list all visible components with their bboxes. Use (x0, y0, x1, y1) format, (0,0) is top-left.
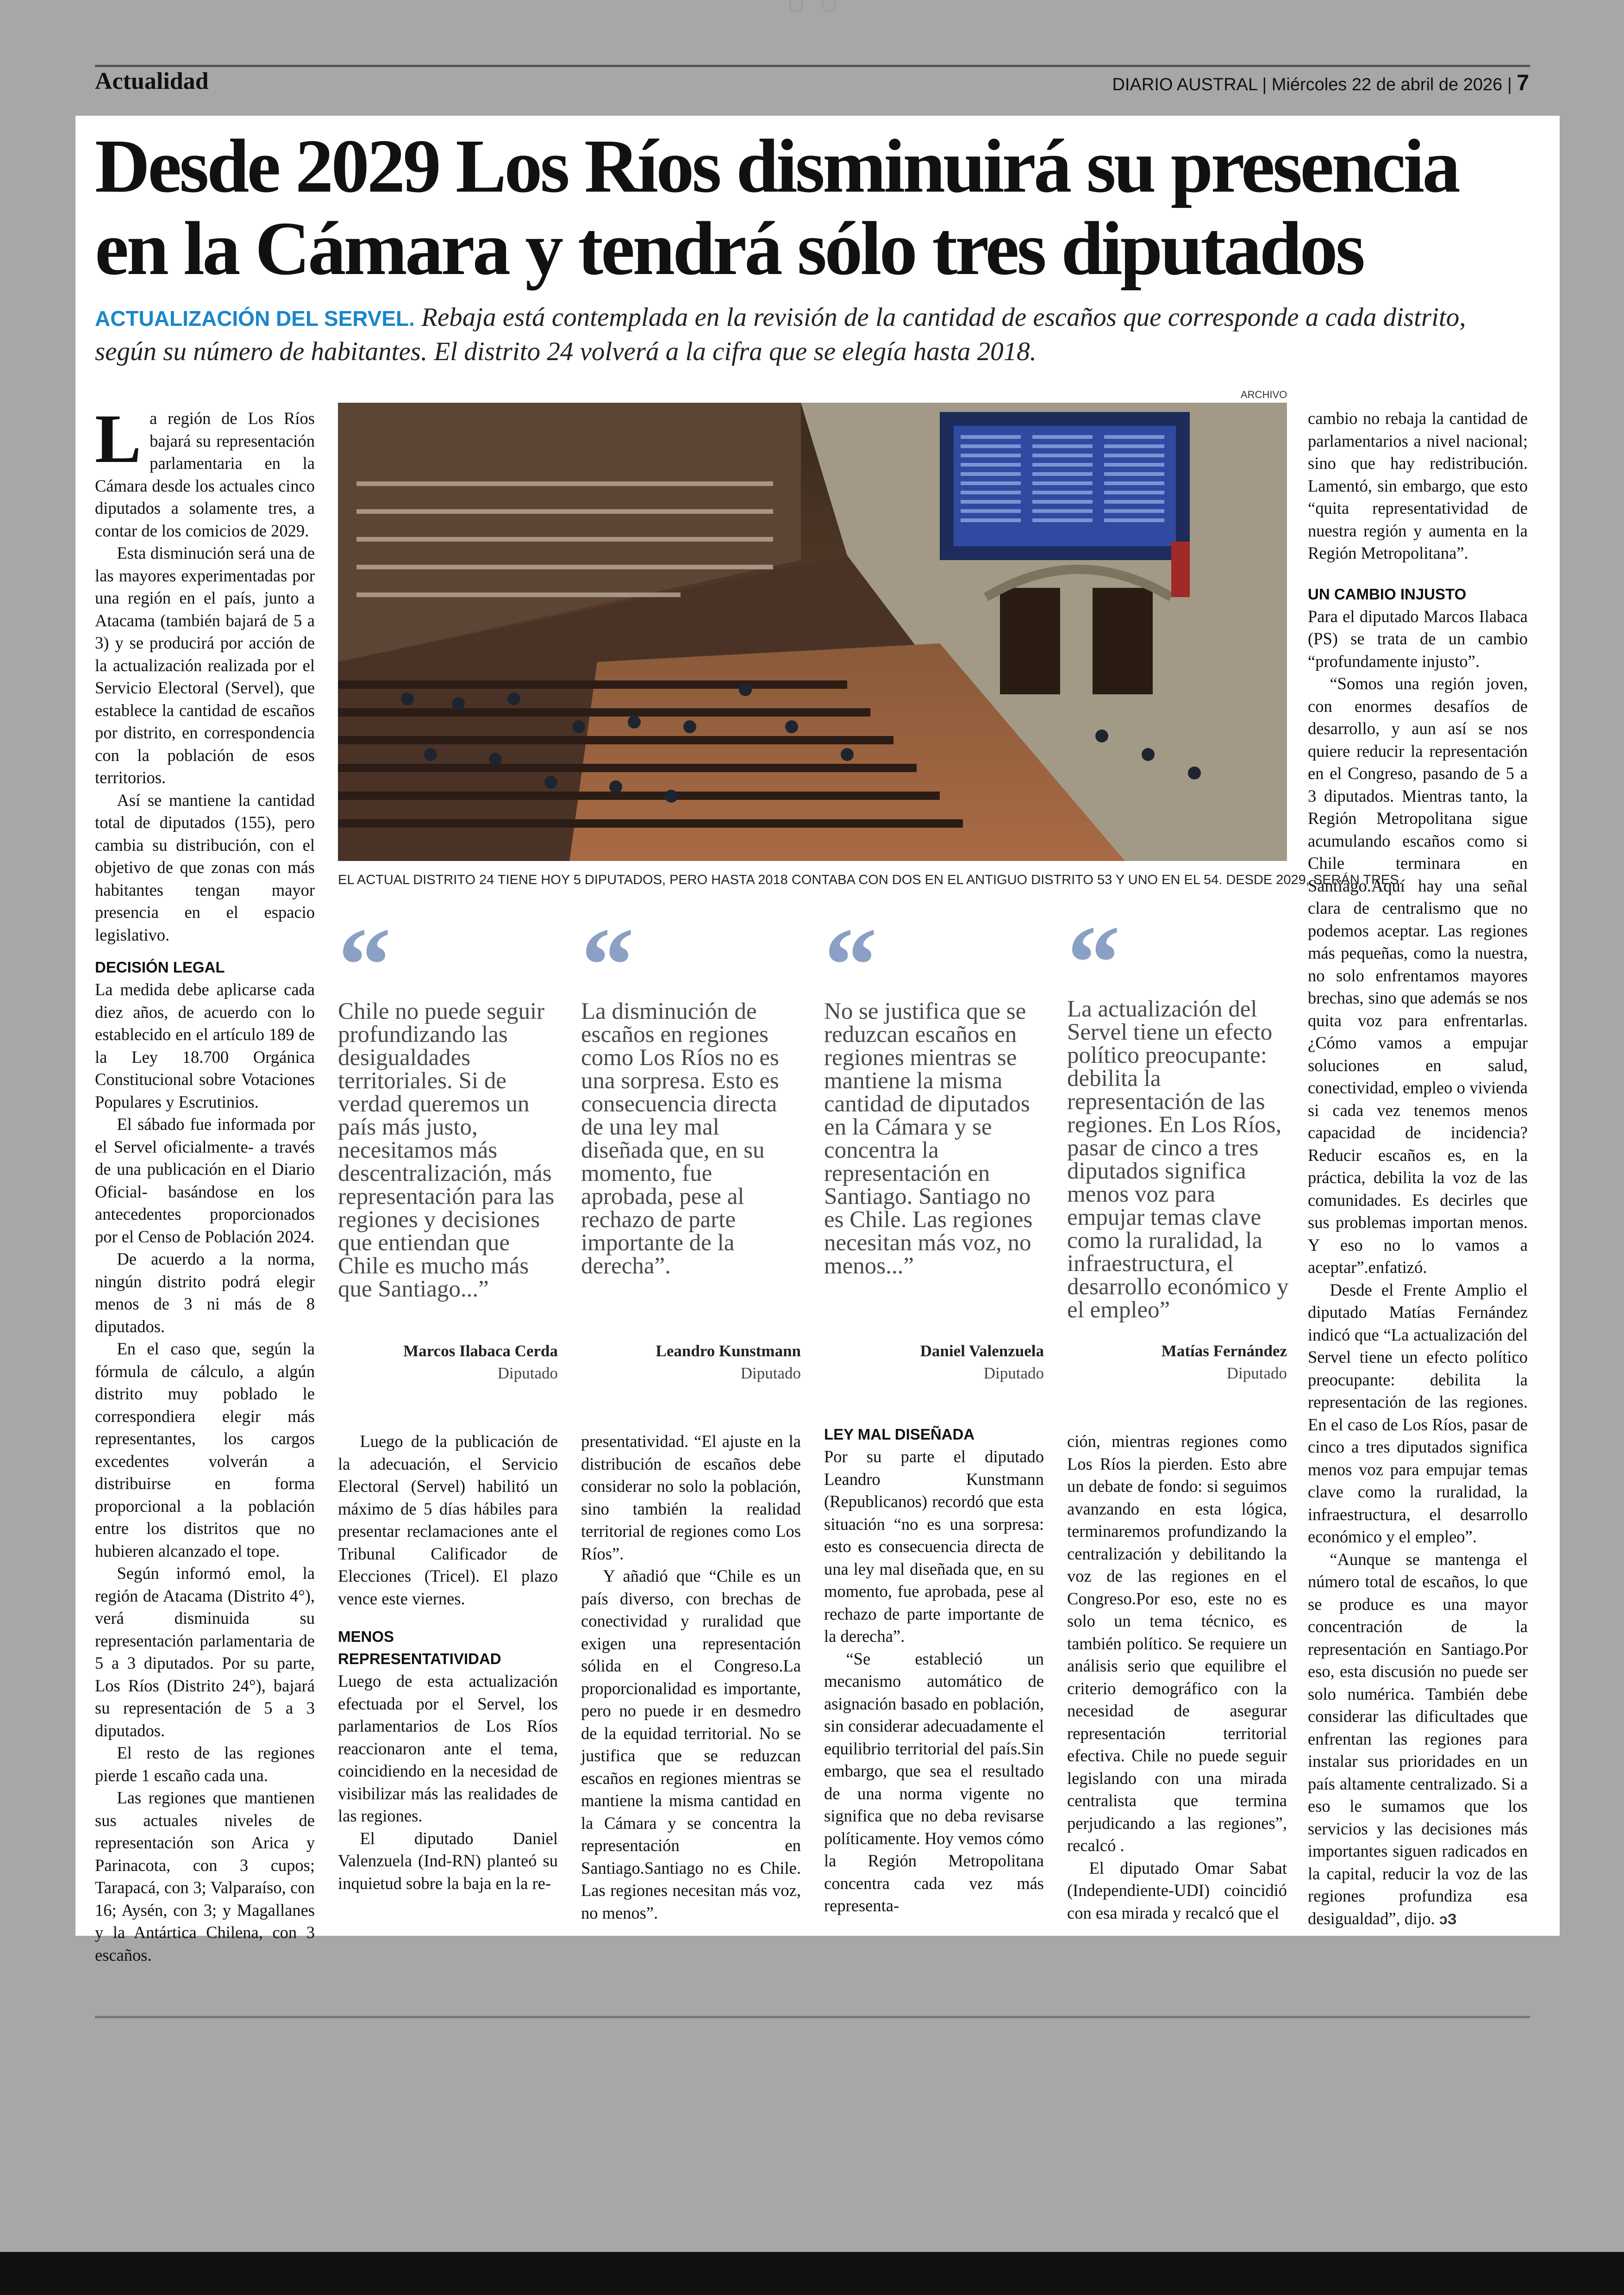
section-label: Actualidad (95, 68, 209, 94)
paragraph: Luego de la publicación de la adecuación, el Servicio Electoral (Servel) habilitó un máximo de 5 días hábiles para presentar reclamaciones ante el Tribunal Calificador de Elecciones (Tricel). El plazo vence este viernes. (338, 1432, 558, 1608)
pull-quote-2 (581, 906, 803, 1279)
quote-text: La disminución de escaños en regiones como Los Ríos no es una sorpresa. Esto es consecuencia directa de una ley mal diseñada que, en su momento, fue aprobada, pese al rechazo de parte importante de la derecha”. (581, 998, 779, 1279)
paragraph: ción, mientras regiones como Los Ríos la pierden. Esto abre un debate de fondo: si seguimos avanzando en esta lógica, terminaremos profundizando la centralización y debilitando la voz de las regiones en el Congreso.Por eso, este no es solo un tema técnico, es también político. Se requiere un análisis serio que equilibre el criterio demográfico con la necesidad de asegurar representación territorial efectiva. Chile no puede seguir legislando con una mirada centralista que termina perjudicando a las regiones”, recalcó . (1067, 1432, 1287, 1855)
photo-credit: ARCHIVO (1241, 389, 1287, 400)
publication-name: DIARIO AUSTRAL (1112, 75, 1257, 94)
paragraph: Esta disminución será una de las mayores experimentadas por una región en el país, junto a Atacama (también bajará de 5 a 3) y se producirá por acción de la actualización realizada por el Servicio Electoral (Servel), que establece la cantidad de escaños por distrito, en correspondencia con la población de esos territorios. (95, 543, 315, 787)
quote-name: Marcos Ilabaca Cerda (403, 1342, 558, 1360)
paragraph: Para el diputado Marcos Ilabaca (PS) se trata de un cambio “profundamente injusto”. (1308, 606, 1528, 671)
end-mark-icon: ↄЗ (1439, 1910, 1457, 1927)
chamber-photo (338, 403, 1287, 861)
paragraph: Las regiones que mantienen sus actuales niveles de representación son Arica y Parinacota, con 3 cupos; Tarapacá, con 3; Valparaíso, con 16; Aysén, con 3; y Magallanes y la Antártica Chilena, con 3 escaños. (95, 1788, 315, 1964)
header-rule (95, 65, 1530, 67)
quote-role: Diputado (497, 1364, 558, 1382)
paragraph: El diputado Daniel Valenzuela (Ind-RN) planteó su inquietud sobre la baja en la re- (338, 1828, 558, 1893)
deck-text: Rebaja está contemplada en la revisión de la cantidad de escaños que corresponde a cada distrito, según su número de habitantes. El distrito 24 volverá a la cifra que se elegía hasta 2018. (95, 303, 1466, 366)
paragraph: La medida debe aplicarse cada diez años, de acuerdo con lo establecido en el artículo 189 de la Ley 18.700 Orgánica Constitucional sobre Votaciones Populares y Escrutinios. (95, 980, 315, 1111)
quote-name: Matías Fernández (1161, 1342, 1287, 1360)
article-column-5 (1067, 1430, 1287, 1924)
article-column-6 (1308, 407, 1528, 1930)
quote-text: La actualización del Servel tiene un efecto político preocupante: debilita la representación de las regiones. En Los Ríos, pasar de cinco a tres diputados significa menos voz para empujar temas clave como la ruralidad, la infraestructura, el desarrollo económico y el empleo” (1067, 996, 1289, 1323)
dropcap: L (95, 400, 142, 477)
deck-kicker: ACTUALIZACIÓN DEL SERVEL. (95, 306, 415, 331)
paragraph: Por su parte el diputado Leandro Kunstmann (Republicanos) recordó que esta situación “no es una sorpresa: esto es consecuencia directa de una ley mal diseñada que, en su momento, fue aprobada, pese al rechazo de parte importante de la derecha”. (824, 1447, 1044, 1646)
quote-attribution-3 (824, 1340, 1044, 1384)
footer-rule (95, 2016, 1530, 2018)
subheading: DECISIÓN LEGAL (95, 959, 225, 976)
pull-quote-4 (1067, 904, 1289, 1323)
quote-mark-icon: “ (581, 906, 634, 1024)
subheading: LEY MAL DISEÑADA (824, 1426, 975, 1443)
paragraph: En el caso que, según la fórmula de cálculo, a algún distrito muy poblado le correspondiera elegir más representantes, los cargos excedentes volverán a distribuirse en forma proporcional a la población entre los distritos que no hubieren alcanzado el tope. (95, 1339, 315, 1560)
masthead: DIARIO AUSTRAL | Miércoles 22 de abril de 2026 | 7 (1112, 71, 1529, 95)
paragraph: cambio no rebaja la cantidad de parlamentarios a nivel nacional; sino que hay redistribución. Lamentó, sin embargo, que esto “quita representatividad de nuestra región y aumenta en la Región Metropolitana”. (1308, 409, 1528, 562)
article-column-4 (824, 1423, 1044, 1917)
quote-text: Chile no puede seguir profundizando las desigualdades territoriales. Si de verdad queremos un país más justo, necesitamos más descentralización, más representación para las regiones y decisiones que entiendan que Chile es mucho más que Santiago...” (338, 998, 555, 1302)
paragraph: El sábado fue informada por el Servel oficialmente- a través de una publicación en el Diario Oficial- basándose en los antecedentes proporcionados por el Censo de Población 2024. (95, 1115, 315, 1246)
paragraph (1308, 1548, 1528, 1931)
photo-caption: EL ACTUAL DISTRITO 24 TIENE HOY 5 DIPUTADOS, PERO HASTA 2018 CONTABA CON DOS EN EL ANTIGUO DISTRITO 53 Y UNO EN EL 54. DESDE 2029, SERÁN TRES. (338, 873, 1403, 887)
quote-role: Diputado (1226, 1364, 1287, 1382)
paragraph: Y añadió que “Chile es un país diverso, con brechas de conectividad y ruralidad que exigen una representación sólida en el Congreso.La proporcionalidad es importante, pero no puede ir en desmedro de la equidad territorial. No se justifica que se reduzcan escaños en regiones mientras se mantiene la misma cantidad en la Cámara y se concentra la representación en Santiago.Santiago no es Chile. Las regiones necesitan más voz, no menos”. (581, 1566, 801, 1922)
article-column-2 (338, 1430, 558, 1895)
article-column-1 (95, 400, 315, 1966)
paragraph: Así se mantiene la cantidad total de diputados (155), pero cambia su distribución, con el objetivo de que zonas con más habitantes tengan mayor presencia en el espacio legislativo. (95, 790, 315, 944)
quote-mark-icon: “ (824, 906, 877, 1024)
quote-mark-icon: “ (1067, 904, 1120, 1022)
page-number: 7 (1517, 71, 1529, 95)
paragraph: Luego de esta actualización efectuada por el Servel, los parlamentarios de Los Ríos reaccionaron ante el tema, coincidiendo en la necesidad de visibilizar más las realidades de las regiones. (338, 1671, 558, 1825)
paragraph: Desde el Frente Amplio el diputado Matías Fernández indicó que “La actualización del Servel tiene un efecto político preocupante: debilita la representación de las regiones. En el caso de Los Ríos, pasar de cinco a tres diputados significa menos voz para empujar temas clave como la ruralidad, la infraestructura, el desarrollo económico y el empleo”. (1308, 1280, 1528, 1546)
quote-attribution-4 (1067, 1340, 1287, 1384)
paragraph: “Somos una región joven, con enormes desafíos de desarrollo, y aun así se nos quiere reducir la representación en el Congreso, pasando de 5 a 3 diputados. Mientras tanto, la Región Metropolitana sigue acumulando escaños como si Chile terminara en Santiago.Aquí hay una señal clara de centralismo que no podemos aceptar. Las regiones más pequeñas, como la nuestra, no solo enfrentamos mayores brechas, sino que además se nos quita voz para enfrentarlas. ¿Cómo vamos a empujar soluciones en salud, conectividad, empleo o vivienda si cada vez tenemos menos capacidad de incidencia? Reducir escaños es, en la práctica, debilita la voz de las comunidades. Es decirles que sus problemas importan menos. Y eso no lo vamos a aceptar”.enfatizó. (1308, 674, 1528, 1277)
quote-name: Daniel Valenzuela (920, 1342, 1044, 1360)
quote-role: Diputado (983, 1364, 1044, 1382)
bottom-bar (0, 2252, 1624, 2295)
subheading: MENOS REPRESENTATIVIDAD (338, 1628, 501, 1667)
paragraph: El resto de las regiones pierde 1 escaño cada una. (95, 1743, 315, 1785)
quote-role: Diputado (740, 1364, 801, 1382)
subheading: UN CAMBIO INJUSTO (1308, 585, 1467, 603)
paragraph: “Se estableció un mecanismo automático de asignación basado en población, sin considerar adecuadamente el equilibrio territorial del país.Sin embargo, que sea el resultado de una norma vigente no significa que no deba revisarse políticamente. Hoy vemos cómo la Región Metropolitana concentra cada vez más representa- (824, 1649, 1044, 1915)
article-column-3 (581, 1430, 801, 1924)
quote-mark-icon: “ (338, 906, 391, 1024)
deck (95, 301, 1530, 368)
pull-quote-3 (824, 906, 1046, 1279)
paragraph: Según informó emol, la región de Atacama (Distrito 4°), verá disminuida su representación parlamentaria de 5 a 3 diputados. Por su parte, Los Ríos (Distrito 24°), bajará su representación de 5 a 3 diputados. (95, 1564, 315, 1740)
paragraph: a región de Los Ríos bajará su representación parlamentaria en la Cámara desde los actuales cinco diputados a solamente tres, a contar de los comicios de 2029. (95, 409, 315, 540)
publication-date: Miércoles 22 de abril de 2026 (1271, 75, 1503, 94)
paragraph-text: “Aunque se mantenga el número total de escaños, lo que se produce es una mayor concentración de la representación en Santiago.Por eso, esta discusión no puede ser solo numérica. También debe considerar las dificultades que enfrentan las regiones para instalar sus prioridades en un país altamente centralizado. Si a eso le sumamos que los servicios y las decisiones más importantes siguen radicados en la capital, reducir la voz de las regiones profundiza esa desigualdad”, dijo. (1308, 1549, 1528, 1928)
pull-quote-1 (338, 906, 560, 1302)
paragraph: El diputado Omar Sabat (Independiente-UDI) coincidió con esa mirada y recalcó que el (1067, 1858, 1287, 1922)
paragraph: De acuerdo a la norma, ningún distrito podrá elegir menos de 3 ni más de 8 diputados. (95, 1249, 315, 1336)
quote-attribution-2 (581, 1340, 801, 1384)
headline: Desde 2029 Los Ríos disminuirá su presencia en la Cámara y tendrá sólo tres diputados (95, 124, 1458, 291)
paragraph: presentatividad. “El ajuste en la distribución de escaños debe considerar no solo la población, sino también la realidad territorial de regiones como Los Ríos”. (581, 1432, 801, 1563)
quote-text: No se justifica que se reduzcan escaños en regiones mientras se mantiene la misma cantidad de diputados en la Cámara y se concentra la representación en Santiago. Santiago no es Chile. Las regiones necesitan más voz, no menos...” (824, 998, 1033, 1279)
page-dots-icon (782, 0, 843, 14)
quote-name: Leandro Kunstmann (656, 1342, 801, 1360)
quote-attribution-1 (338, 1340, 558, 1384)
